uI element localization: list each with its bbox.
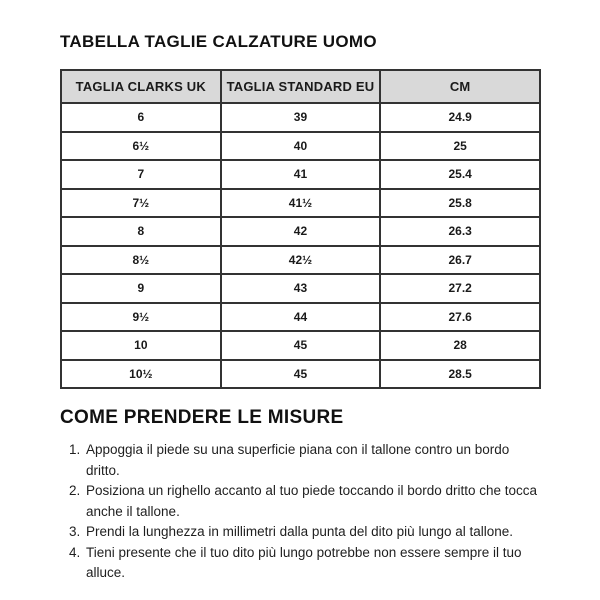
table-row [61,331,540,360]
instruction-number: 4. [69,544,81,560]
measuring-section-heading: COME PRENDERE LE MISURE [60,407,344,428]
table-row [61,360,540,389]
size-table [60,69,541,389]
instruction-text: Prendi la lunghezza in millimetri dalla punta del dito più lungo al tallone. [86,524,514,539]
table-cell: 28.5 [380,360,540,389]
table-header-row [61,70,540,103]
table-cell: 44 [221,303,381,332]
instruction-item [60,481,544,522]
table-cell: 41½ [221,189,381,218]
table-cell: 27.2 [380,274,540,303]
table-cell: 42 [221,217,381,246]
table-row [61,103,540,132]
table-cell: 41 [221,160,381,189]
table-cell: 28 [380,331,540,360]
table-cell: 43 [221,274,381,303]
header-cell-uk: TAGLIA CLARKS UK [61,70,221,103]
instruction-number: 2. [69,483,81,498]
table-row [61,274,540,303]
instruction-text: Tieni presente che il tuo dito più lungo potrebbe non essere sempre il tuo alluce. [86,544,522,580]
table-row [61,217,540,246]
table-cell: 24.9 [380,103,540,132]
size-table-header [61,70,540,103]
header-cell-eu: TAGLIA STANDARD EU [221,70,381,103]
table-cell: 45 [221,331,381,360]
table-cell: 9 [61,274,221,303]
table-row [61,303,540,332]
table-row [61,160,540,189]
table-cell: 8 [61,217,221,246]
table-cell: 9½ [61,303,221,332]
table-cell: 7½ [61,189,221,218]
instruction-item [60,543,544,584]
table-cell: 27.6 [380,303,540,332]
instruction-number: 1. [69,442,81,457]
table-cell: 6 [61,103,221,132]
table-cell: 26.7 [380,246,540,275]
table-cell: 40 [221,132,381,161]
header-cell-cm: CM [380,70,540,103]
table-cell: 42½ [221,246,381,275]
table-row [61,189,540,218]
instruction-item [60,522,544,543]
table-cell: 10 [61,331,221,360]
table-cell: 39 [221,103,381,132]
instruction-text: Posiziona un righello accanto al tuo piede toccando il bordo dritto che tocca anche il tallone. [86,483,538,519]
table-cell: 45 [221,360,381,389]
table-cell: 7 [61,160,221,189]
table-cell: 10½ [61,360,221,389]
table-row [61,246,540,275]
measuring-instructions-list [60,440,544,584]
instruction-text: Appoggia il piede su una superficie piana con il tallone contro un bordo dritto. [86,442,510,478]
table-cell: 6½ [61,132,221,161]
table-cell: 25.4 [380,160,540,189]
table-row [61,132,540,161]
instruction-number: 3. [69,524,81,539]
table-cell: 25 [380,132,540,161]
table-cell: 26.3 [380,217,540,246]
table-cell: 8½ [61,246,221,275]
instruction-item [60,440,544,481]
table-cell: 25.8 [380,189,540,218]
size-table-body [61,103,540,388]
page-title: TABELLA TAGLIE CALZATURE UOMO [60,32,377,51]
